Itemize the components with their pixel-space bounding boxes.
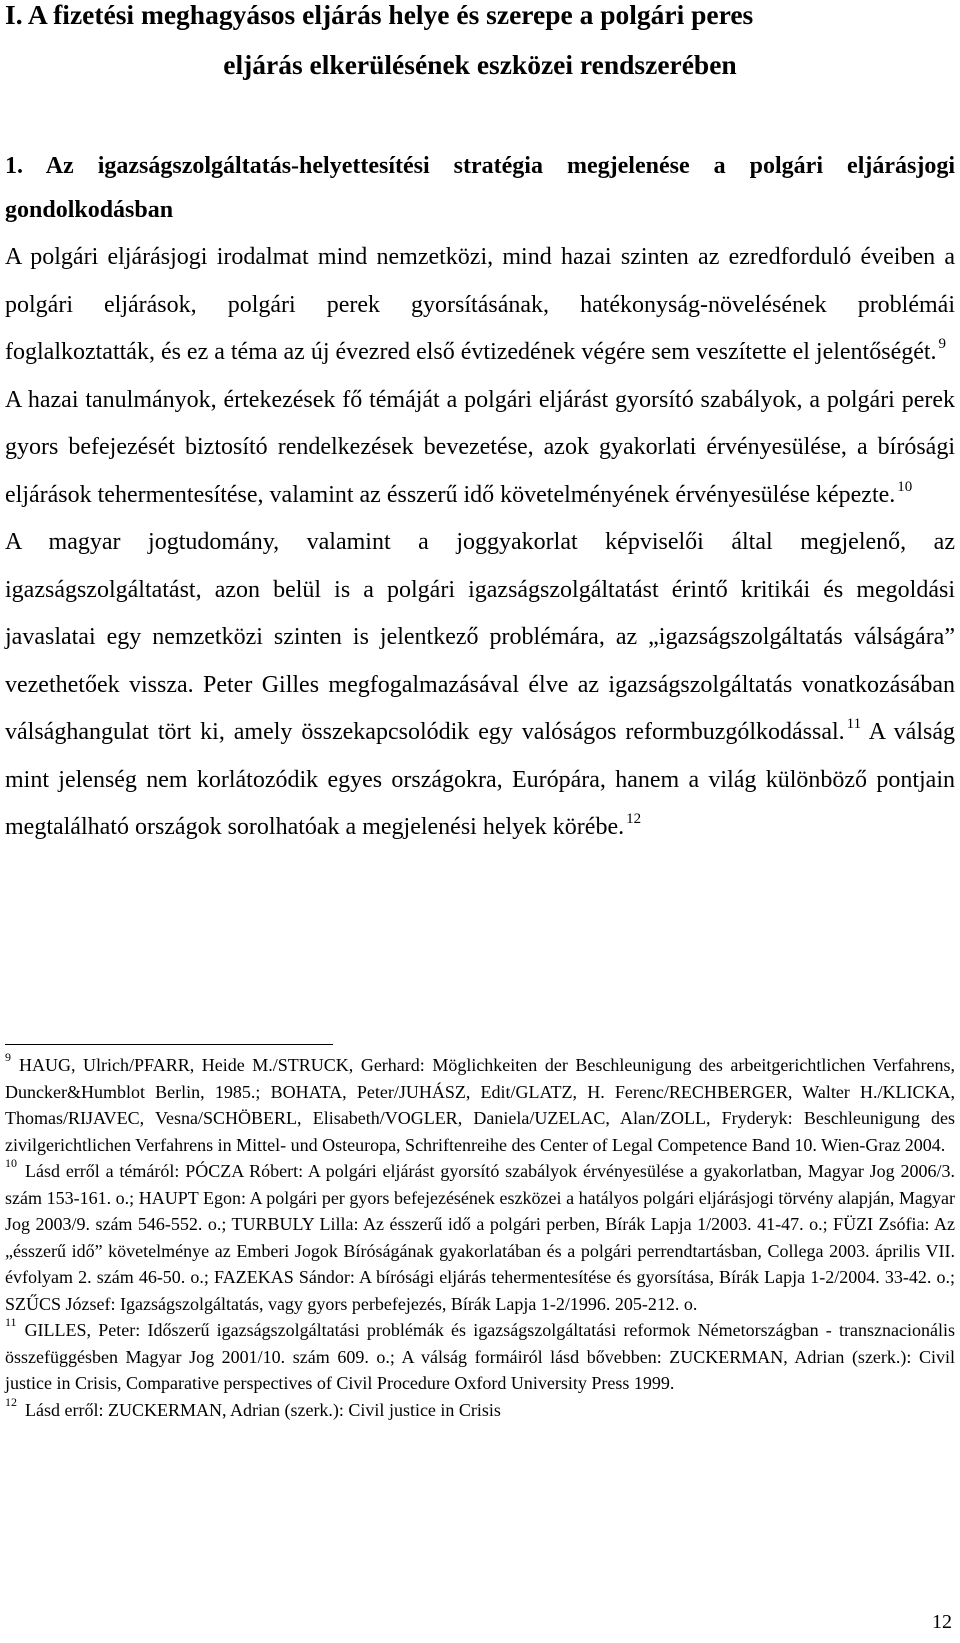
footnote-number: 12: [5, 1394, 17, 1409]
paragraph-2: [5, 377, 955, 520]
paragraph-1: [5, 234, 955, 377]
footnote-12: [5, 1394, 955, 1424]
footnote-ref-9: 9: [938, 336, 947, 352]
footnote-number: 10: [5, 1156, 17, 1170]
body-text: [5, 234, 955, 852]
chapter-heading-line-2: eljárás elkerülésének eszközei rendszerében: [223, 49, 737, 80]
footnote-9: [5, 1052, 955, 1158]
footnote-11: [5, 1317, 955, 1397]
footnote-text: Lásd erről: ZUCKERMAN, Adrian (szerk.): Civil justice in Crisis: [25, 1399, 501, 1420]
footnote-number: 11: [5, 1315, 17, 1329]
footnote-ref-11: 11: [846, 716, 862, 732]
footnote-10: [5, 1158, 955, 1317]
paragraph-3-text: A magyar jogtudomány, valamint a joggyakorlat képviselői által megjelenő, az igazságszolgáltatást, azon belül is a polgári igazságszolgáltatást érintő kritikái és megoldási javaslatai egy nemzetközi szinten is jelentkező problémára, az „igazságszolgáltatás válságára” vezethetőek vissza. Peter Gilles megfogalmazásával élve az igazságszolgáltatás vonatkozásában válsághangulat tört ki, amely összekapcsolódik egy valóságos reformbuzgólkodással.: [5, 529, 955, 745]
footnote-number: 9: [5, 1050, 11, 1064]
footnote-separator: [5, 1044, 333, 1045]
paragraph-1-text: A polgári eljárásjogi irodalmat mind nemzetközi, mind hazai szinten az ezredforduló éveiben a polgári eljárások, polgári perek gyorsításának, hatékonyság-növelésének problémái foglalkoztatták, és ez a téma az új évezred első évtizedének végére sem veszítette el jelentőségét.: [5, 244, 955, 365]
chapter-heading: [5, 0, 955, 90]
paragraph-3-text-continued: A válság mint jelenség nem korlátozódik egyes országokra, Európára, hanem a világ különböző pontjain megtalálható országok sorolhatóak a megjelenési helyek körébe.: [5, 719, 955, 840]
paragraph-2-text: A hazai tanulmányok, értekezések fő témáját a polgári eljárást gyorsító szabályok, a polgári perek gyors befejezését biztosító rendelkezések bevezetése, azok gyakorlati érvényesülése, a bírósági eljárások tehermentesítése, valamint az ésszerű idő követelményének érvényesülése képezte.: [5, 386, 955, 508]
footnote-ref-12: 12: [626, 811, 642, 827]
footnote-text: HAUG, Ulrich/PFARR, Heide M./STRUCK, Gerhard: Möglichkeiten der Beschleunigung des arbeitgerichtlichen Verfahrens, Duncker&Humblot Berlin, 1985.; BOHATA, Peter/JUHÁSZ, Edit/GLATZ, H. Ferenc/RECHBERGER, Walter H./KLICKA, Thomas/RIJAVEC, Vesna/SCHÖBERL, Elisabeth/VOGLER, Daniela/UZELAC, Alan/ZOLL, Fryderyk: Beschleunigung des zivilgerichtlichen Verfahrens in Mittel- und Osteuropa, Schriftenreihe des Center of Legal Competence Band 10. Wien-Graz 2004.: [5, 1055, 955, 1155]
chapter-heading-line-1: I. A fizetési meghagyásos eljárás helye és szerepe a polgári peres: [5, 0, 754, 30]
section-heading: 1. Az igazságszolgáltatás-helyettesítési stratégia megjelenése a polgári eljárásjogi gondolkodásban: [5, 153, 955, 223]
paragraph-3: [5, 519, 955, 852]
footnotes: [5, 1052, 955, 1423]
footnote-text: Lásd erről a témáról: PÓCZA Róbert: A polgári eljárást gyorsító szabályok érvényesülése a gyakorlatban, Magyar Jog 2006/3. szám 153-161. o.; HAUPT Egon: A polgári per gyors befejezésének eszközei a hatályos polgári eljárásjogi törvény alapján, Magyar Jog 2003/9. szám 546-552. o.; TURBULY Lilla: Az ésszerű idő a polgári perben, Bírák Lapja 1/2003. 41-47. o.; FÜZI Zsófia: Az „ésszerű idő” követelménye az Emberi Jogok Bíróságának gyakorlatában és a polgári perrendtartásban, Collega 2003. április VII. évfolyam 2. szám 46-50. o.; FAZEKAS Sándor: A bírósági eljárás tehermentesítése és gyorsítása, Bírák Lapja 1-2/2004. 33-42. o.; SZŰCS József: Igazságszolgáltatás, vagy gyors perbefejezés, Bírák Lapja 1-2/1996. 205-212. o.: [5, 1161, 955, 1314]
footnote-ref-10: 10: [897, 478, 913, 495]
page-number: 12: [932, 1611, 952, 1633]
footnote-text: GILLES, Peter: Időszerű igazságszolgáltatási problémák és igazságszolgáltatási reformok Németországban - transznacionális összefüggésben Magyar Jog 2001/10. szám 609. o.; A válság formáiról lásd bővebben: ZUCKERMAN, Adrian (szerk.): Civil justice in Crisis, Comparative perspectives of Civil Procedure Oxford University Press 1999.: [5, 1320, 955, 1393]
